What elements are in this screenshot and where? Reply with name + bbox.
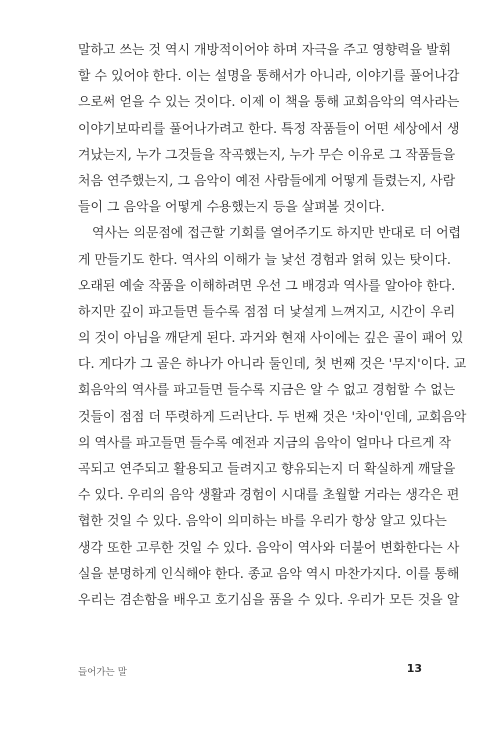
- text-line: 우리는 겸손함을 배우고 호기심을 품을 수 있다. 우리가 모든 것을 알: [78, 592, 460, 608]
- body-text: [78, 38, 467, 614]
- text-line: 다. 게다가 그 골은 하나가 아니라 둘인데, 첫 번째 것은 '무지'이다. 교: [78, 357, 467, 373]
- text-line: 게 만들기도 한다. 역사의 이해가 늘 낯선 경험과 얽혀 있는 탓이다.: [78, 252, 451, 268]
- text-line: 의 역사를 파고들면 들수록 예전과 지금의 음악이 얼마나 다르게 작: [78, 435, 452, 451]
- text-line: 곡되고 연주되고 활용되고 들려지고 향유되는지 더 확실하게 깨달을: [78, 462, 456, 477]
- paragraph-2: [78, 221, 467, 614]
- text-line: 으로써 얻을 수 있는 것이다. 이제 이 책을 통해 교회음악의 역사라는: [78, 95, 460, 111]
- text-line: 수 있다. 우리의 음악 생활과 경험이 시대를 초월할 거라는 생각은 편: [78, 488, 460, 504]
- text-line: 협한 것일 수 있다. 음악이 의미하는 바를 우리가 항상 알고 있다는: [78, 514, 447, 530]
- text-line: 할 수 있어야 한다. 이는 설명을 통해서가 아니라, 이야기를 풀어나감: [78, 69, 460, 85]
- text-line: 하지만 깊이 파고들면 들수록 점점 더 낯설게 느껴지고, 시간이 우리: [78, 304, 456, 320]
- page-number: 13: [406, 662, 422, 675]
- paragraph-1: [78, 38, 460, 221]
- text-line: 실을 분명하게 인식해야 한다. 종교 음악 역시 마찬가지다. 이를 통해: [78, 566, 460, 582]
- text-line: 생각 또한 고루한 것일 수 있다. 음악이 역사와 더불어 변화한다는 사: [78, 540, 460, 556]
- text-line: 것들이 점점 더 뚜렷하게 드러난다. 두 번째 것은 '차이'인데, 교회음악: [78, 409, 467, 425]
- text-line: 처음 연주했는지, 그 음악이 예전 사람들에게 어떻게 들렸는지, 사람: [78, 173, 456, 189]
- running-title: 들어가는 말: [78, 667, 127, 678]
- text-line: 겨났는지, 누가 그것들을 작곡했는지, 누가 무슨 이유로 그 작품들을: [78, 147, 456, 163]
- text-line: 역사는 의문점에 접근할 기회를 열어주기도 하지만 반대로 더 어렵: [92, 226, 461, 242]
- text-line: 말하고 쓰는 것 역시 개방적이어야 하며 자극을 주고 영향력을 발휘: [78, 43, 452, 58]
- text-line: 오래된 예술 작품을 이해하려면 우선 그 배경과 역사를 알아야 한다.: [78, 278, 456, 294]
- text-line: 들이 그 음악을 어떻게 수용했는지 등을 살펴볼 것이다.: [78, 200, 385, 216]
- text-line: 이야기보따리를 풀어나가려고 한다. 특정 작품들이 어떤 세상에서 생: [78, 121, 460, 137]
- text-line: 회음악의 역사를 파고들면 들수록 지금은 알 수 없고 경험할 수 없는: [78, 383, 456, 399]
- text-line: 의 것이 아님을 깨닫게 된다. 과거와 현재 사이에는 깊은 골이 패어 있: [78, 331, 464, 347]
- page-footer: [78, 662, 422, 678]
